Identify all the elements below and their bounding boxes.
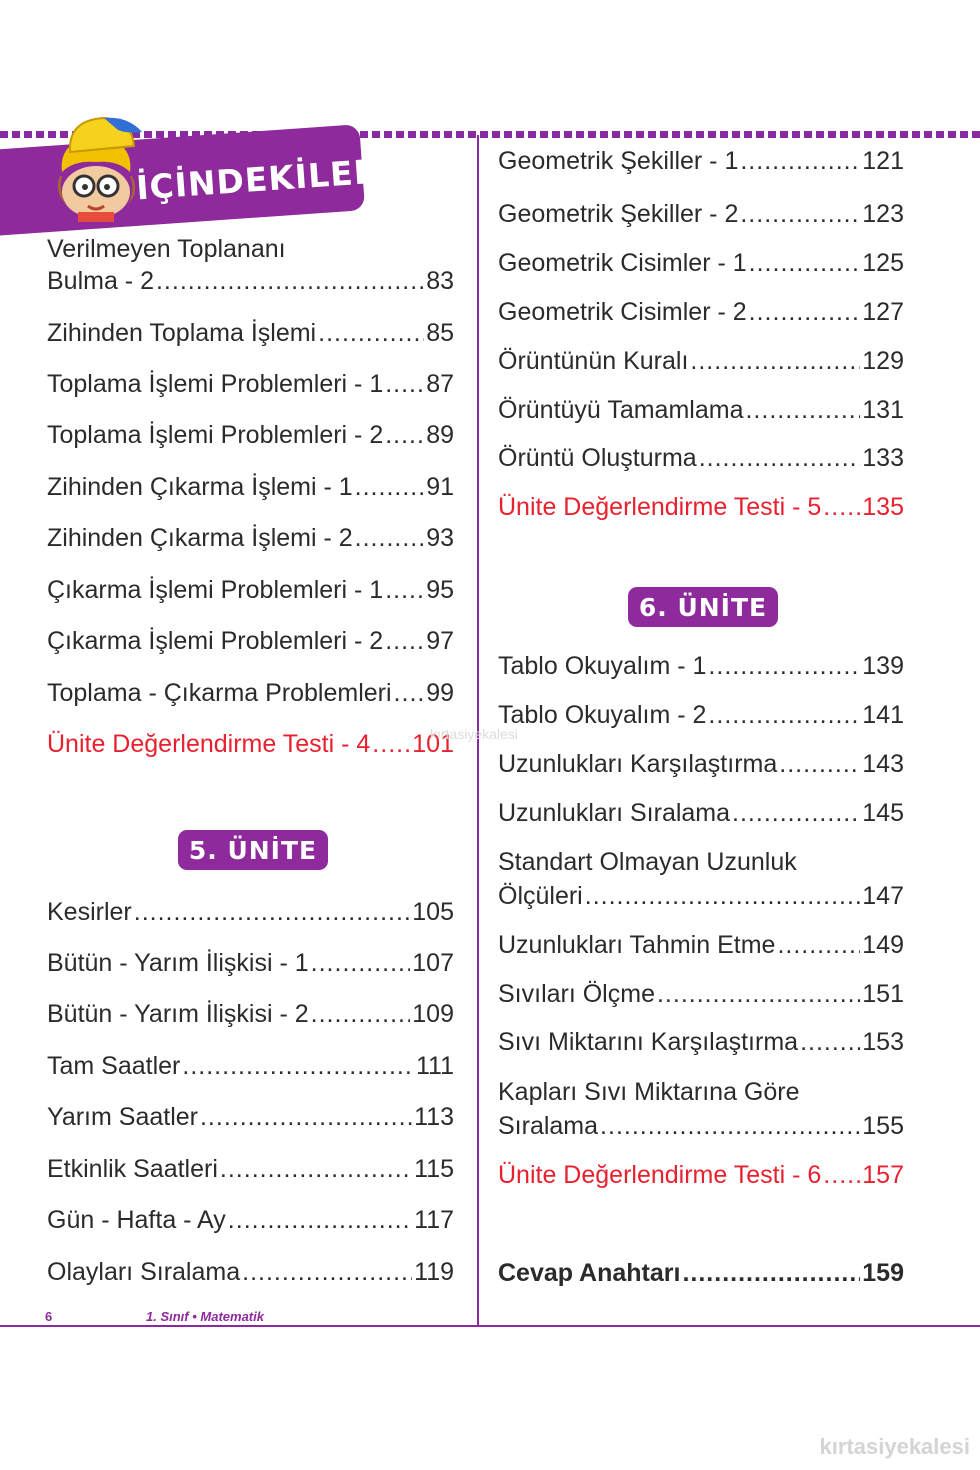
toc-entry[interactable] bbox=[498, 979, 904, 1009]
toc-page-number: 99 bbox=[426, 679, 454, 707]
toc-entry-title: Ölçüleri bbox=[498, 882, 583, 910]
dot-leader bbox=[740, 199, 860, 229]
toc-page-number: 97 bbox=[426, 627, 454, 655]
dot-leader bbox=[800, 1027, 860, 1057]
toc-entry-title: Çıkarma İşlemi Problemleri - 1 bbox=[47, 576, 384, 604]
toc-entry-title: Toplama İşlemi Problemleri - 1 bbox=[47, 370, 384, 398]
toc-entry[interactable] bbox=[47, 369, 454, 399]
toc-entry-title-line1: Standart Olmayan Uzunluk bbox=[498, 848, 797, 876]
dot-leader bbox=[708, 651, 860, 681]
top-dashed-rule bbox=[0, 131, 980, 138]
dot-leader bbox=[394, 678, 425, 708]
toc-entry-title: Zihinden Toplama İşlemi bbox=[47, 319, 317, 347]
toc-page-number: 149 bbox=[862, 931, 904, 959]
watermark-text: kırtasiyekalesi bbox=[430, 726, 518, 742]
toc-entry-title: Zihinden Çıkarma İşlemi - 1 bbox=[47, 473, 353, 501]
dot-leader bbox=[156, 266, 424, 296]
toc-entry-kaplari[interactable] bbox=[498, 1075, 904, 1109]
dot-leader bbox=[745, 395, 860, 425]
bottom-rule bbox=[0, 1325, 980, 1327]
toc-entry[interactable] bbox=[47, 626, 454, 656]
toc-page-number: 89 bbox=[426, 421, 454, 449]
dot-leader bbox=[657, 979, 860, 1009]
toc-page-number: 129 bbox=[862, 347, 904, 375]
toc-entry[interactable] bbox=[498, 146, 904, 176]
toc-entry-verilmeyen[interactable] bbox=[47, 232, 454, 266]
toc-entry-verilmeyen-line2[interactable] bbox=[47, 266, 454, 296]
dot-leader bbox=[385, 626, 424, 656]
toc-page-number: 143 bbox=[862, 750, 904, 778]
dot-leader bbox=[134, 897, 411, 927]
toc-entry[interactable] bbox=[47, 575, 454, 605]
toc-page-number: 145 bbox=[862, 799, 904, 827]
dot-leader bbox=[355, 523, 425, 553]
toc-entry[interactable] bbox=[47, 420, 454, 450]
toc-entry-title: Örüntüyü Tamamlama bbox=[498, 396, 744, 424]
dot-leader bbox=[182, 1051, 414, 1081]
dot-leader bbox=[385, 420, 424, 450]
toc-entry-title: Uzunlukları Karşılaştırma bbox=[498, 750, 778, 778]
toc-entry[interactable] bbox=[47, 523, 454, 553]
toc-entry-title: Geometrik Cisimler - 1 bbox=[498, 249, 747, 277]
toc-entry-kaplari-line2[interactable] bbox=[498, 1111, 904, 1141]
toc-page-number: 157 bbox=[862, 1161, 904, 1189]
toc-entry-title: Geometrik Cisimler - 2 bbox=[498, 298, 747, 326]
toc-entry-unit-test[interactable] bbox=[498, 492, 904, 522]
dot-leader bbox=[690, 346, 860, 376]
toc-page-number: 155 bbox=[862, 1112, 904, 1140]
toc-entry-title: Olayları Sıralama bbox=[47, 1258, 241, 1286]
dot-leader bbox=[823, 492, 860, 522]
dot-leader bbox=[220, 1154, 412, 1184]
dot-leader bbox=[749, 297, 861, 327]
toc-entry-title: Tablo Okuyalım - 2 bbox=[498, 701, 707, 729]
toc-entry-title: Toplama İşlemi Problemleri - 2 bbox=[47, 421, 384, 449]
dot-leader bbox=[385, 369, 424, 399]
toc-entry-unit-test[interactable] bbox=[47, 729, 454, 759]
dot-leader bbox=[740, 146, 860, 176]
toc-entry[interactable] bbox=[498, 248, 904, 278]
toc-page-number: 115 bbox=[414, 1155, 454, 1183]
dot-leader bbox=[777, 930, 860, 960]
toc-entry[interactable] bbox=[498, 443, 904, 473]
dot-leader bbox=[585, 881, 861, 911]
toc-entry-title: Çıkarma İşlemi Problemleri - 2 bbox=[47, 627, 384, 655]
toc-entry-title: Cevap Anahtarı bbox=[498, 1259, 681, 1287]
toc-entry[interactable] bbox=[47, 1257, 454, 1287]
toc-page-number: 141 bbox=[862, 701, 904, 729]
toc-entry[interactable] bbox=[47, 999, 454, 1029]
toc-entry-title: Bütün - Yarım İlişkisi - 2 bbox=[47, 1000, 309, 1028]
toc-entry-title: Ünite Değerlendirme Testi - 5 bbox=[498, 493, 822, 521]
toc-entry-title: Gün - Hafta - Ay bbox=[47, 1206, 226, 1234]
dot-leader bbox=[355, 472, 425, 502]
dot-leader bbox=[823, 1160, 860, 1190]
toc-entry[interactable] bbox=[47, 1051, 454, 1081]
toc-entry[interactable] bbox=[498, 395, 904, 425]
footer-page-number: 6 bbox=[45, 1309, 53, 1324]
toc-entry-title: Örüntü Oluşturma bbox=[498, 444, 697, 472]
dot-leader bbox=[749, 248, 861, 278]
toc-entry-title: Bulma - 2 bbox=[47, 267, 154, 295]
toc-entry-title: Geometrik Şekiller - 2 bbox=[498, 200, 739, 228]
toc-page-number: 125 bbox=[862, 249, 904, 277]
dot-leader bbox=[200, 1102, 412, 1132]
toc-page-number: 119 bbox=[414, 1258, 454, 1286]
toc-entry-title: Toplama - Çıkarma Problemleri bbox=[47, 679, 392, 707]
dot-leader bbox=[372, 729, 410, 759]
toc-page-number: 121 bbox=[862, 147, 904, 175]
toc-entry-answer-key[interactable] bbox=[498, 1258, 904, 1288]
toc-entry[interactable] bbox=[47, 318, 454, 348]
toc-page-number: 153 bbox=[862, 1028, 904, 1056]
toc-page-number: 101 bbox=[412, 730, 454, 758]
toc-page-number: 159 bbox=[862, 1259, 904, 1287]
toc-page-number: 117 bbox=[414, 1206, 454, 1234]
toc-page-number: 113 bbox=[414, 1103, 454, 1131]
toc-page-number: 131 bbox=[862, 396, 904, 424]
toc-page-number: 123 bbox=[862, 200, 904, 228]
toc-entry-title-line1: Verilmeyen Toplananı bbox=[47, 235, 286, 263]
toc-page-number: 151 bbox=[862, 980, 904, 1008]
toc-page-number: 85 bbox=[426, 319, 454, 347]
toc-entry-title: Uzunlukları Tahmin Etme bbox=[498, 931, 776, 959]
page-title: İÇİNDEKİLER bbox=[134, 151, 382, 208]
toc-entry-title: Bütün - Yarım İlişkisi - 1 bbox=[47, 949, 309, 977]
dot-leader bbox=[682, 1258, 860, 1288]
toc-entry-title: Geometrik Şekiller - 1 bbox=[498, 147, 739, 175]
toc-entry-title: Uzunlukları Sıralama bbox=[498, 799, 731, 827]
unit-6-badge: 6. ÜNİTE bbox=[628, 587, 778, 627]
toc-entry-title: Tablo Okuyalım - 1 bbox=[498, 652, 707, 680]
toc-page-number: 135 bbox=[862, 493, 904, 521]
toc-entry-unit-test[interactable] bbox=[498, 1160, 904, 1190]
toc-entry-title: Sıvıları Ölçme bbox=[498, 980, 655, 1008]
toc-entry-title: Sıvı Miktarını Karşılaştırma bbox=[498, 1028, 799, 1056]
watermark-text: kırtasiyekalesi bbox=[819, 1434, 970, 1459]
dot-leader bbox=[228, 1205, 412, 1235]
dot-leader bbox=[242, 1257, 412, 1287]
toc-entry[interactable] bbox=[498, 199, 904, 229]
dot-leader bbox=[699, 443, 861, 473]
toc-entry[interactable] bbox=[47, 897, 454, 927]
toc-entry[interactable] bbox=[47, 1205, 454, 1235]
toc-entry-title: Kesirler bbox=[47, 898, 132, 926]
toc-page-number: 93 bbox=[426, 524, 454, 552]
toc-entry[interactable] bbox=[47, 1154, 454, 1184]
toc-entry-title: Sıralama bbox=[498, 1112, 599, 1140]
dot-leader bbox=[318, 318, 424, 348]
dot-leader bbox=[385, 575, 424, 605]
toc-entry[interactable] bbox=[498, 651, 904, 681]
dot-leader bbox=[732, 798, 860, 828]
toc-page-number: 109 bbox=[412, 1000, 454, 1028]
dot-leader bbox=[311, 948, 411, 978]
toc-entry-title: Örüntünün Kuralı bbox=[498, 347, 689, 375]
toc-entry-standart[interactable] bbox=[498, 845, 904, 879]
toc-page-number: 133 bbox=[862, 444, 904, 472]
toc-entry-title: Tam Saatler bbox=[47, 1052, 181, 1080]
toc-page-number: 111 bbox=[415, 1052, 454, 1080]
toc-entry-title: Etkinlik Saatleri bbox=[47, 1155, 218, 1183]
toc-entry[interactable] bbox=[498, 798, 904, 828]
toc-entry[interactable] bbox=[47, 472, 454, 502]
toc-entry-title: Ünite Değerlendirme Testi - 6 bbox=[498, 1161, 822, 1189]
footer-book-title: 1. Sınıf • Matematik bbox=[146, 1309, 264, 1324]
toc-entry[interactable] bbox=[498, 297, 904, 327]
toc-entry-title: Ünite Değerlendirme Testi - 4 bbox=[47, 730, 371, 758]
toc-entry-standart-line2[interactable] bbox=[498, 881, 904, 911]
dot-leader bbox=[600, 1111, 860, 1141]
toc-entry-title: Zihinden Çıkarma İşlemi - 2 bbox=[47, 524, 353, 552]
toc-entry[interactable] bbox=[498, 1027, 904, 1057]
toc-entry[interactable] bbox=[498, 700, 904, 730]
toc-page-number: 127 bbox=[862, 298, 904, 326]
unit-5-badge: 5. ÜNİTE bbox=[178, 830, 328, 870]
cartoon-boy-with-cap-icon bbox=[48, 112, 144, 222]
toc-page-number: 107 bbox=[412, 949, 454, 977]
toc-page-number: 87 bbox=[426, 370, 454, 398]
toc-entry[interactable] bbox=[498, 346, 904, 376]
toc-page-number: 83 bbox=[426, 267, 454, 295]
toc-entry[interactable] bbox=[47, 948, 454, 978]
toc-page-number: 91 bbox=[426, 473, 454, 501]
toc-page-number: 105 bbox=[412, 898, 454, 926]
toc-page-number: 147 bbox=[862, 882, 904, 910]
dot-leader bbox=[708, 700, 860, 730]
dot-leader bbox=[779, 749, 860, 779]
toc-entry[interactable] bbox=[498, 749, 904, 779]
toc-entry-title-line1: Kapları Sıvı Miktarına Göre bbox=[498, 1078, 800, 1106]
toc-entry[interactable] bbox=[498, 930, 904, 960]
toc-entry[interactable] bbox=[47, 1102, 454, 1132]
toc-entry[interactable] bbox=[47, 678, 454, 708]
toc-entry-title: Yarım Saatler bbox=[47, 1103, 198, 1131]
toc-page-number: 139 bbox=[862, 652, 904, 680]
dot-leader bbox=[311, 999, 411, 1029]
toc-page-number: 95 bbox=[426, 576, 454, 604]
